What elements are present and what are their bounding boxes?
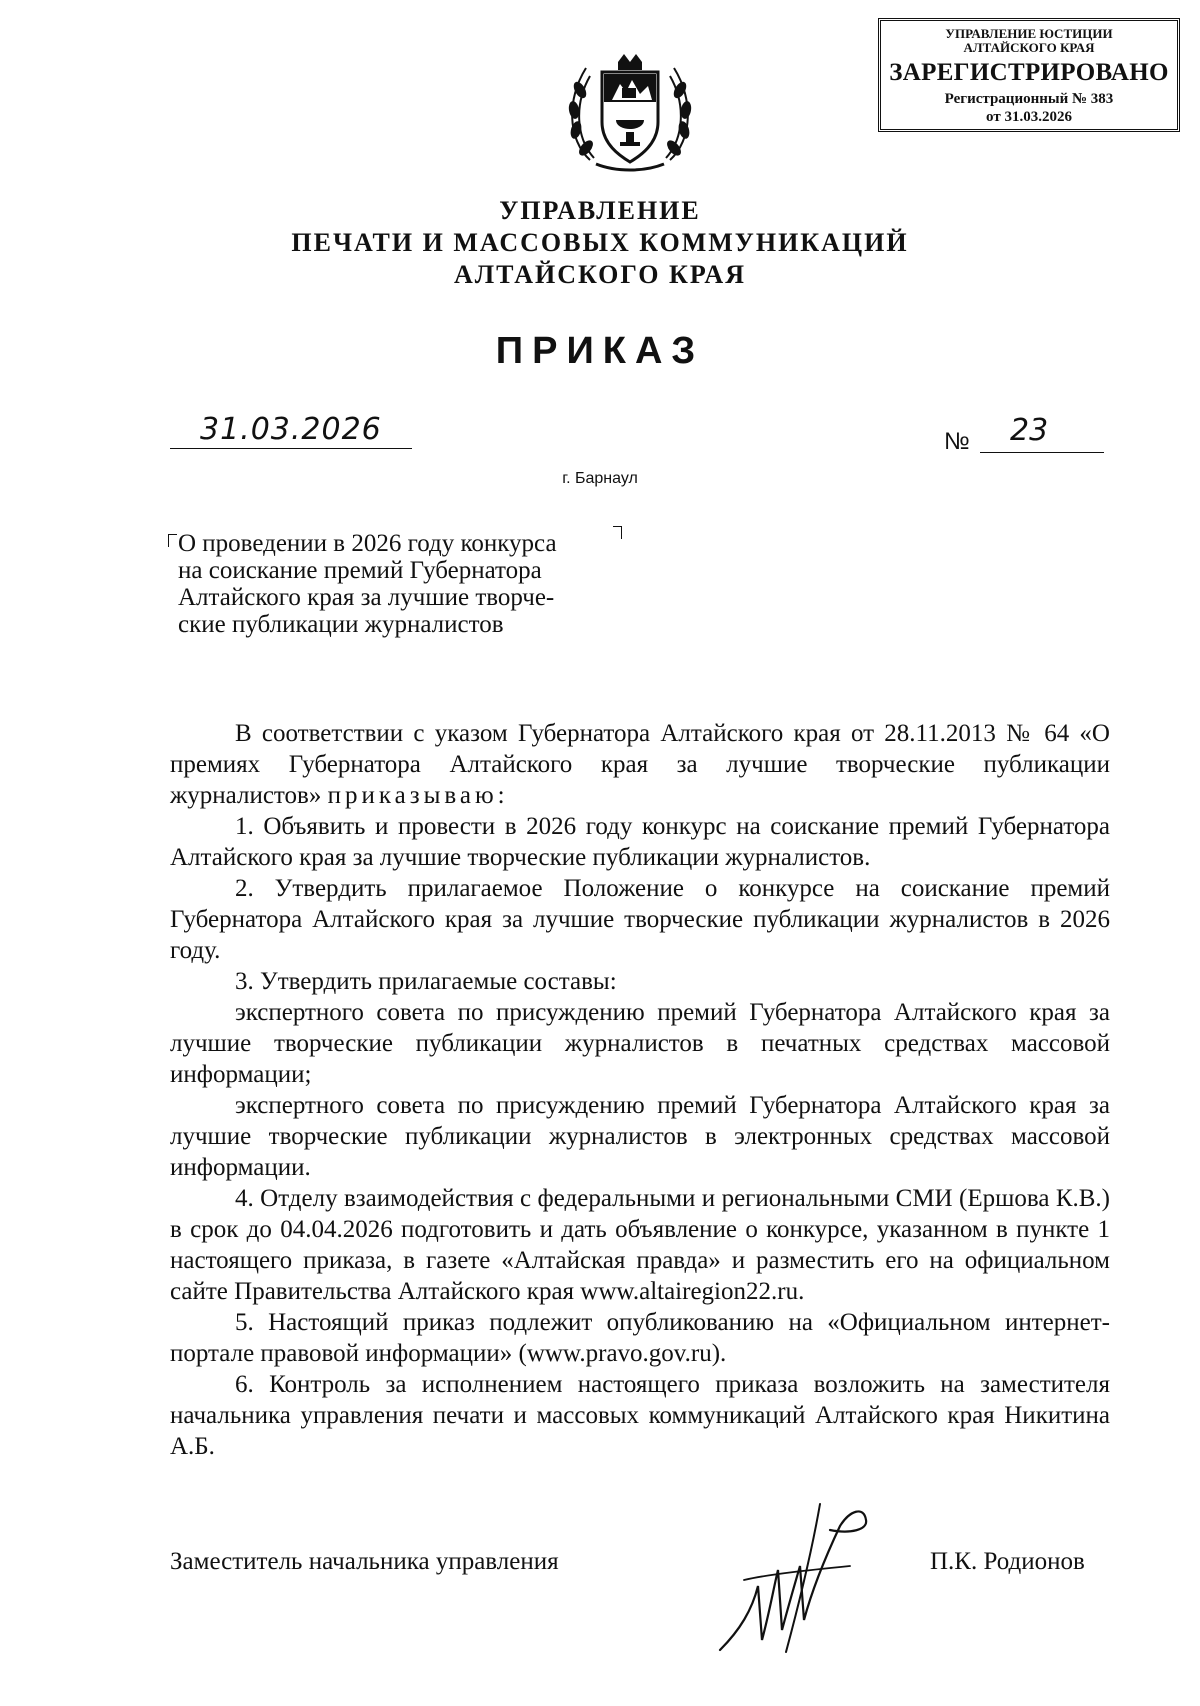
stamp-reg-number: Регистрационный № 383 [944,91,1114,107]
order-item-1: 1. Объявить и провести в 2026 году конкурс на соискание премий Губернатора Алтайского края за лучшие творческие публикации журналистов. [170,813,1110,871]
order-item-3: 3. Утвердить прилагаемые составы: [235,968,617,995]
stamp-org-line1: УПРАВЛЕНИЕ ЮСТИЦИИ [945,26,1113,41]
order-item-2: 2. Утвердить прилагаемое Положение о конкурсе на соискание премий Губернатора Алтайского края за лучшие творческие публикации журналистов в 2026 году. [170,875,1110,964]
header-line2: ПЕЧАТИ И МАССОВЫХ КОММУНИКАЦИЙ [291,228,909,257]
subject-line: ские публикации журналистов [178,611,504,638]
subject-line: О проведении в 2026 году конкурса [178,530,557,557]
date-underline [170,448,412,449]
stamp-status: ЗАРЕГИСТРИРОВАНО [889,59,1169,86]
order-item-3b: экспертного совета по присуждению премий Губернатора Алтайского края за лучшие творческие публикации журналистов в электронных средствах массовой информации. [170,1092,1110,1181]
city: г. Барнаул [562,470,638,487]
order-word: приказываю: [327,782,509,809]
number-label: № [944,428,970,455]
altai-krai-coat-of-arms-icon [560,40,700,180]
subject-line: Алтайского края за лучшие творче- [178,584,555,611]
signatory-name: П.К. Родионов [930,1548,1085,1575]
order-item-6: 6. Контроль за исполнением настоящего приказа возложить на заместителя начальника управления печати и массовых коммуникаций Алтайского края Никитина А.Б. [170,1371,1110,1460]
document-subject [178,530,623,638]
registration-stamp [878,18,1180,132]
stamp-org-line2: АЛТАЙСКОГО КРАЯ [963,40,1095,55]
subject-bracket-left [168,534,177,547]
document-number: 23 [1010,413,1049,448]
handwritten-signature-icon [700,1490,880,1660]
order-item-4: 4. Отделу взаимодействия с федеральными и региональными СМИ (Ершова К.В.) в срок до 04.04.2026 подготовить и дать объявление о конкурсе, указанном в пункте 1 настоящего приказа, в газете «Алтайская правда» и разместить его на официальном сайте Правительства Алтайского края www.altairegion22.ru. [170,1185,1110,1305]
signatory-position: Заместитель начальника управления [170,1548,559,1575]
order-item-3a: экспертного совета по присуждению премий Губернатора Алтайского края за лучшие творческие публикации журналистов в печатных средствах массовой информации; [170,999,1110,1088]
document-body [170,718,1110,1462]
number-underline [980,452,1104,453]
document-type-title: ПРИКАЗ [495,330,705,372]
stamp-reg-date: от 31.03.2026 [986,109,1072,125]
order-item-5: 5. Настоящий приказ подлежит опубликованию на «Официальном интернет-портале правовой информации» (www.pravo.gov.ru). [170,1309,1110,1367]
header-line1: УПРАВЛЕНИЕ [499,196,701,225]
document-date: 31.03.2026 [200,412,382,447]
subject-line: на соискание премий Губернатора [178,557,542,584]
preamble-paragraph [170,718,1110,811]
preamble-text: В соответствии с указом Губернатора Алтайского края от 28.11.2013 № 64 «О премиях Губернатора Алтайского края за лучшие творческие публикации журналистов» [170,720,1110,809]
header-line3: АЛТАЙСКОГО КРАЯ [454,260,746,289]
